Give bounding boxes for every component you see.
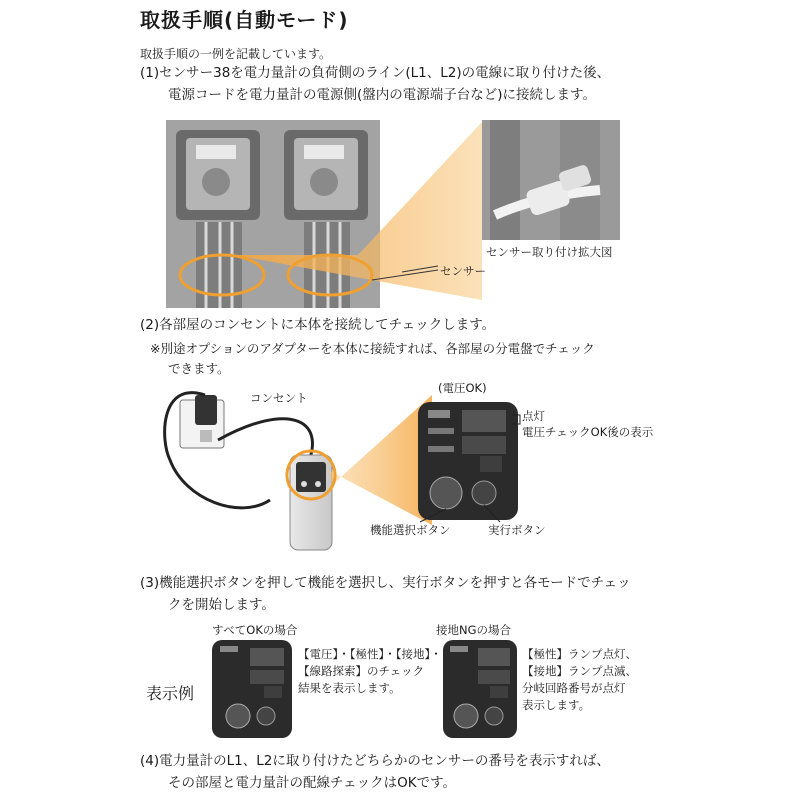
step4-line1: (4)電力量計のL1、L2に取り付けたどちらかのセンサーの番号を表示すれば、 bbox=[140, 753, 610, 769]
ground-ng-desc-line: 【接地】ランプ点滅、 bbox=[522, 664, 637, 678]
step4-line2: その部屋と電力量計の配線チェックはOKです。 bbox=[168, 775, 456, 791]
intro-text: 取扱手順の一例を記載しています。 bbox=[140, 47, 332, 61]
exec-button-label: 実行ボタン bbox=[488, 523, 546, 537]
step1-line2: 電源コードを電力量計の電源側(盤内の電源端子台など)に接続します。 bbox=[168, 87, 596, 103]
all-ok-desc-line: 【線路探索】のチェック bbox=[298, 664, 425, 678]
ground-ng-desc-line: 表示します。 bbox=[522, 698, 591, 712]
lamp-desc: 電圧チェックOK後の表示 bbox=[522, 425, 654, 439]
meter-photo bbox=[166, 120, 380, 308]
all-ok-title: すべてOKの場合 bbox=[212, 623, 298, 637]
display-example-label: 表示例 bbox=[146, 684, 195, 703]
ground-ng-desc bbox=[522, 646, 637, 714]
panel-ground-ng bbox=[443, 640, 517, 738]
all-ok-desc-line: 結果を表示します。 bbox=[298, 681, 401, 695]
panel-zoom-beam bbox=[328, 395, 432, 525]
outlet-label: コンセント bbox=[250, 391, 308, 405]
page-title: 取扱手順(自動モード) bbox=[140, 8, 349, 32]
panel-all-ok bbox=[212, 640, 292, 738]
tester-device bbox=[290, 455, 332, 550]
ground-ng-desc-line: 分岐回路番号が点灯 bbox=[522, 681, 626, 695]
step1-line1: (1)センサー38を電力量計の負荷側のライン(L1、L2)の電線に取り付けた後、 bbox=[140, 65, 611, 81]
panel-zoom bbox=[418, 402, 518, 520]
all-ok-desc-line: 【電圧】・【極性】・【接地】・ bbox=[298, 647, 442, 661]
sensor-zoom-photo bbox=[482, 120, 620, 240]
step3-line2: クを開始します。 bbox=[168, 597, 275, 613]
sensor-label: センサー bbox=[440, 264, 486, 278]
ground-ng-desc-line: 【極性】ランプ点灯、 bbox=[522, 647, 637, 661]
zoom-caption: センサー取り付け拡大図 bbox=[486, 245, 613, 259]
step2-line1: (2)各部屋のコンセントに本体を接続してチェックします。 bbox=[140, 317, 496, 333]
step2-note2: できます。 bbox=[168, 361, 230, 376]
step2-note1: ※別途オプションのアダプターを本体に接続すれば、各部屋の分電盤でチェック bbox=[150, 341, 595, 356]
lamp-label: 点灯 bbox=[522, 409, 545, 423]
func-button-label: 機能選択ボタン bbox=[370, 523, 451, 537]
ground-ng-title: 接地NGの場合 bbox=[436, 623, 512, 637]
all-ok-desc bbox=[298, 646, 442, 697]
voltage-ok-label: (電圧OK) bbox=[438, 381, 487, 395]
step3-line1: (3)機能選択ボタンを押して機能を選択し、実行ボタンを押すと各モードでチェッ bbox=[140, 575, 631, 591]
